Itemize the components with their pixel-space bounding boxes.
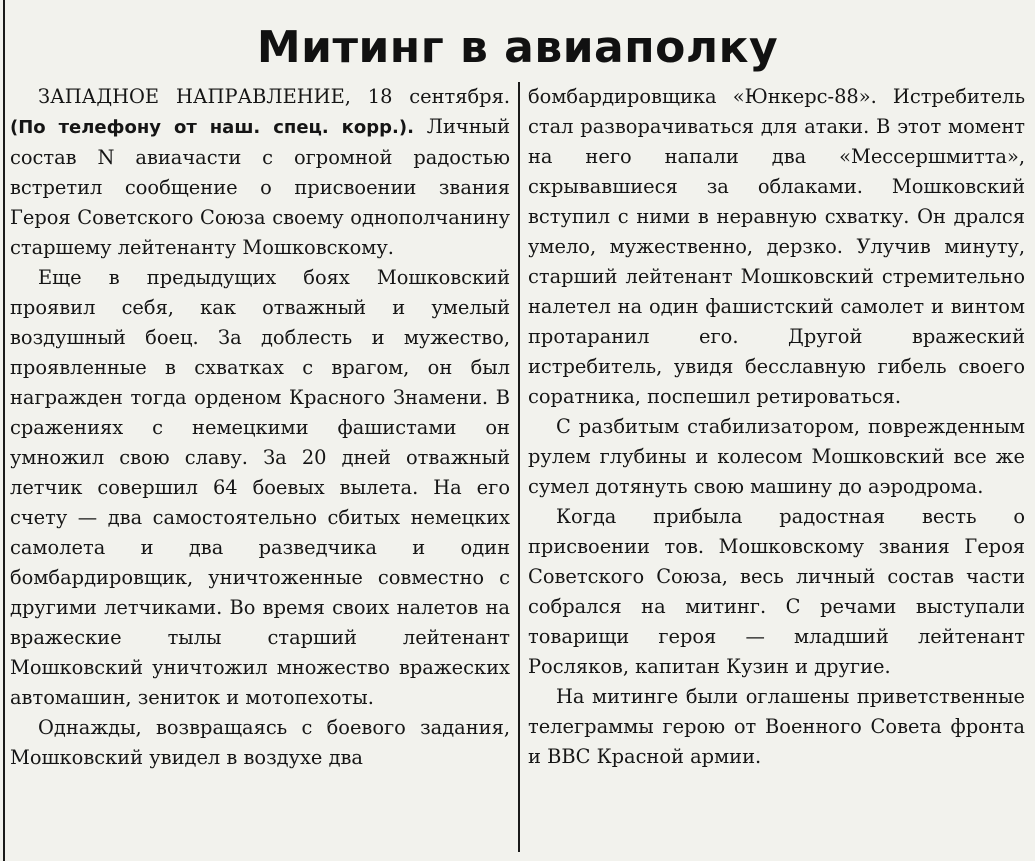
paragraph: Еще в предыдущих боях Мошковский проявил себя, как отважный и умелый воздушный боец. За доблесть и мужество, проявленные в схватках с врагом, он был награжден тогда орденом Красного Знамени. В сражениях с немецкими фашистами он умножил свою славу. За 20 дней отважный летчик совершил 64 боевых вылета. На его счету — два самостоятельно сбитых немецких самолета и два разведчика и один бомбардировщик, уничтоженные совместно с другими летчиками. Во время своих налетов на вражеские тылы старший лейтенант Мошковский уничтожил множество вражеских автомашин, зениток и мотопехоты.	[10, 266, 510, 709]
byline: (По телефону от наш. спец. корр.).	[10, 117, 414, 138]
paragraph: Когда прибыла радостная весть о присвоении тов. Мошковскому звания Героя Советского Союза, весь личный состав части собрался на митинг. С речами выступали товарищи героя — младший лейтенант Росляков, капитан Кузин и другие.	[528, 505, 1025, 678]
paragraph: С разбитым стабилизатором, поврежденным рулем глубины и колесом Мошковский все же сумел дотянуть свою машину до аэродрома.	[528, 415, 1025, 498]
paragraph-text: Личный состав N авиачасти с огромной радостью встретил сообщение о присвоении звания Героя Советского Союза своему однополчанину старшему лейтенанту Мошковскому.	[10, 115, 510, 259]
paragraph: На митинге были оглашены приветственные телеграммы герою от Военного Совета фронта и ВВС Красной армии.	[528, 685, 1025, 768]
paragraph: Однажды, возвращаясь с боевого задания, Мошковский увидел в воздухе два	[10, 716, 510, 769]
column-divider	[518, 82, 520, 852]
right-column	[528, 82, 1025, 772]
left-column	[10, 82, 510, 773]
page-edge-rule	[3, 0, 5, 861]
opening-paragraph	[10, 82, 510, 263]
continued-paragraph: бомбардировщика «Юнкерс-88». Истребитель стал разворачиваться для атаки. В этот момент на него напали два «Мессершмитта», скрывавшиеся за облаками. Мошковский вступил с ними в неравную схватку. Он дрался умело, мужественно, дерзко. Улучив минуту, старший лейтенант Мошковский стремительно налетел на один фашистский самолет и винтом протаранил его. Другой вражеский истребитель, увидя бесславную гибель своего соратника, поспешил ретироваться.	[528, 85, 1025, 408]
dateline: ЗАПАДНОЕ НАПРАВЛЕНИЕ, 18 сентября.	[38, 85, 510, 108]
article-title: Митинг в авиаполку	[256, 22, 779, 73]
